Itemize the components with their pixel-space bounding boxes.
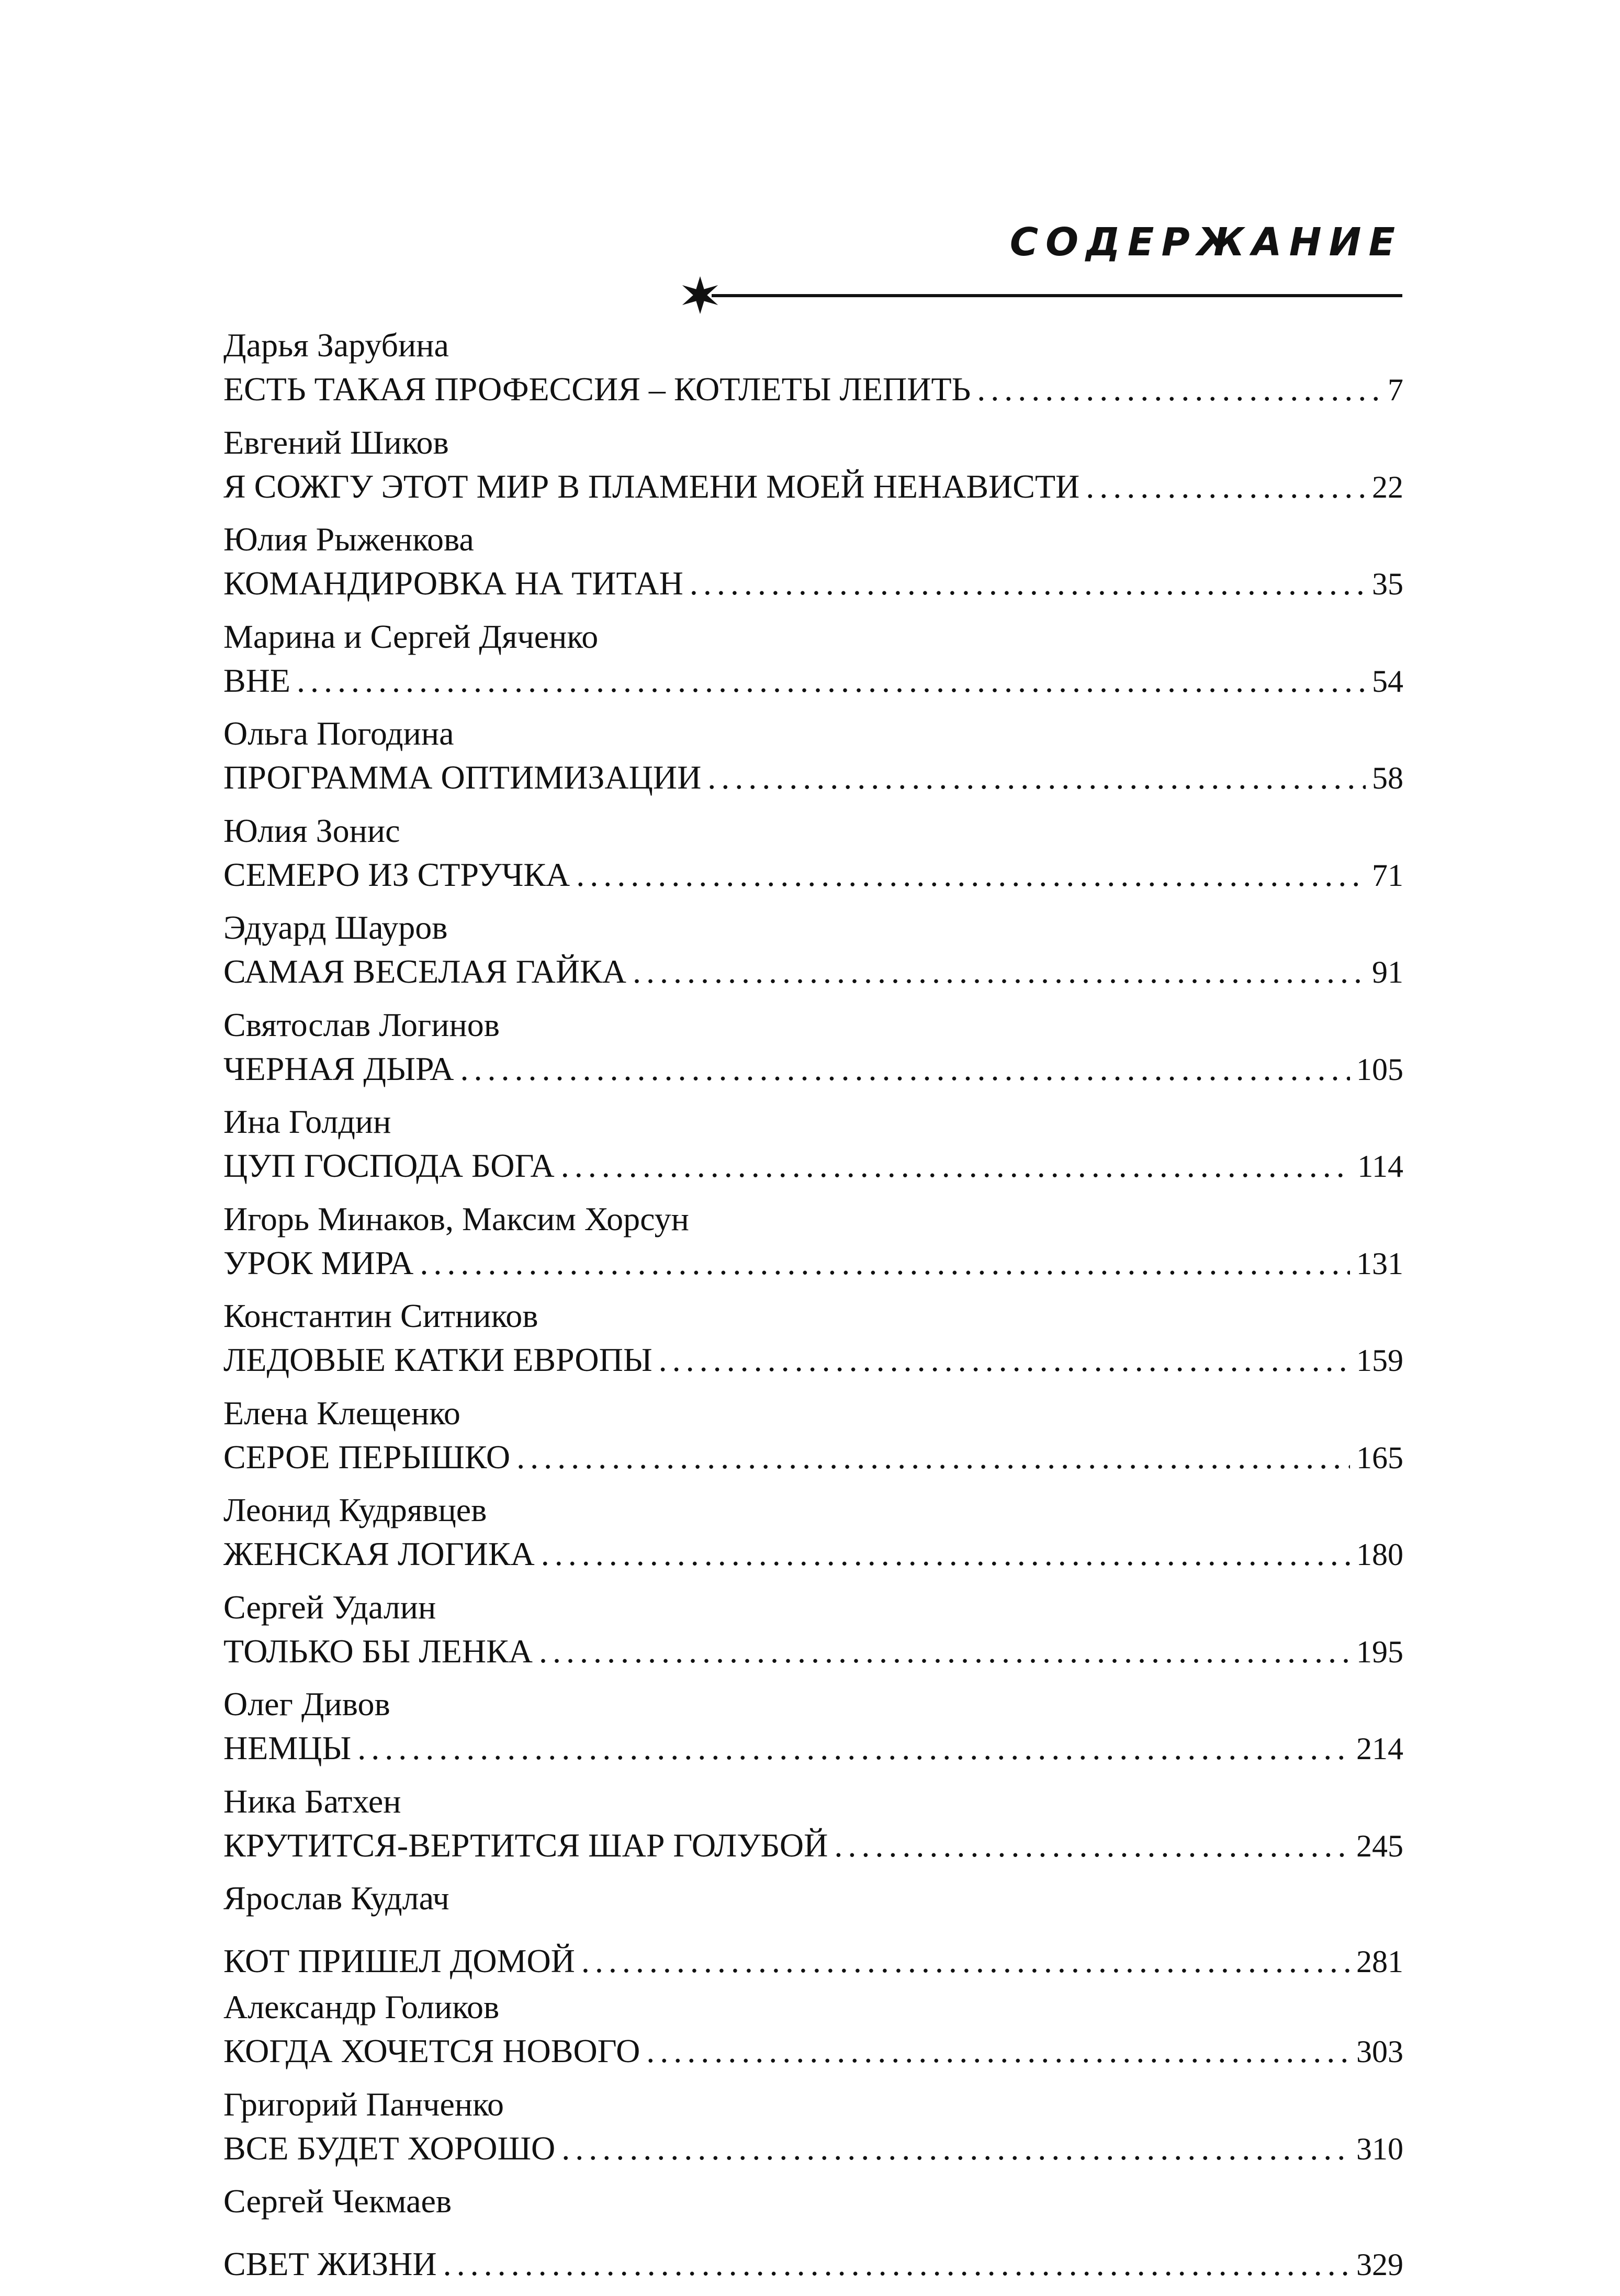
dot-leader — [977, 367, 1381, 411]
entry-page: 54 — [1372, 663, 1403, 699]
toc-entry[interactable] — [223, 1004, 1403, 1101]
entry-title: СЕРОЕ ПЕРЫШКО — [223, 1438, 511, 1476]
entry-author: Константин Ситников — [223, 1297, 538, 1334]
toc-entry[interactable] — [223, 810, 1403, 907]
entry-author: Святослав Логинов — [223, 1006, 500, 1043]
entry-page: 214 — [1356, 1731, 1403, 1766]
entry-author: Юлия Зонис — [223, 812, 400, 849]
entry-author: Юлия Рыженкова — [223, 521, 474, 558]
header-rule — [712, 294, 1402, 297]
toc-entry[interactable] — [223, 907, 1403, 1004]
entry-author: Евгений Шиков — [223, 423, 449, 461]
toc-entry[interactable] — [223, 616, 1403, 713]
entry-author: Олег Дивов — [223, 1685, 390, 1723]
entry-author: Григорий Панченко — [223, 2085, 504, 2123]
entry-title: КОТ ПРИШЕЛ ДОМОЙ — [223, 1942, 575, 1979]
entry-author: Дарья Зарубина — [223, 327, 449, 364]
entry-author: Сергей Удалин — [223, 1588, 436, 1626]
toc-entry[interactable] — [223, 1986, 1403, 2084]
dot-leader — [516, 1435, 1350, 1479]
entry-title: СЕМЕРО ИЗ СТРУЧКА — [223, 856, 570, 893]
toc-entry[interactable] — [223, 1198, 1403, 1296]
dot-leader — [561, 2126, 1350, 2170]
entry-author: Сергей Чекмаев — [223, 2182, 452, 2220]
toc-entry[interactable] — [223, 1877, 1403, 1986]
toc-entry[interactable] — [223, 1392, 1403, 1490]
toc-entry[interactable] — [223, 1683, 1403, 1781]
entry-page: 310 — [1356, 2131, 1403, 2166]
entry-page: 165 — [1356, 1440, 1403, 1475]
entry-title: ЕСТЬ ТАКАЯ ПРОФЕССИЯ – КОТЛЕТЫ ЛЕПИТЬ — [223, 370, 971, 408]
entry-page: 131 — [1356, 1246, 1403, 1281]
entry-page: 303 — [1356, 2034, 1403, 2069]
dot-leader — [707, 756, 1366, 800]
dot-leader — [646, 2029, 1350, 2073]
entry-page: 58 — [1372, 761, 1403, 795]
dot-leader — [576, 853, 1366, 897]
entry-title: КОГДА ХОЧЕТСЯ НОВОГО — [223, 2032, 640, 2069]
dot-leader — [659, 1338, 1350, 1382]
entry-page: 7 — [1388, 373, 1403, 407]
dot-leader — [834, 1824, 1350, 1867]
toc-entry[interactable] — [223, 1781, 1403, 1878]
dot-leader — [460, 1047, 1351, 1091]
dot-leader — [633, 950, 1366, 994]
toc-entry[interactable] — [223, 2084, 1403, 2181]
dot-leader — [581, 1939, 1350, 1983]
entry-title: ВНЕ — [223, 661, 290, 699]
entry-title: ЛЕДОВЫЕ КАТКИ ЕВРОПЫ — [223, 1341, 652, 1378]
toc-entry[interactable] — [223, 1489, 1403, 1586]
star-ornament-icon — [680, 275, 720, 315]
toc-entry[interactable] — [223, 519, 1403, 616]
entry-author: Ярослав Кудлач — [223, 1879, 449, 1917]
table-of-contents — [223, 324, 1403, 2289]
page-title: СОДЕРЖАНИЕ — [1009, 220, 1402, 265]
toc-entry[interactable] — [223, 422, 1403, 519]
entry-page: 180 — [1356, 1537, 1403, 1572]
entry-title: Я СОЖГУ ЭТОТ МИР В ПЛАМЕНИ МОЕЙ НЕНАВИСТИ — [223, 467, 1080, 505]
toc-header — [670, 220, 1402, 309]
dot-leader — [357, 1726, 1350, 1770]
entry-title: ЖЕНСКАЯ ЛОГИКА — [223, 1535, 535, 1572]
entry-author: Александр Голиков — [223, 1988, 500, 2025]
toc-entry[interactable] — [223, 1101, 1403, 1198]
dot-leader — [1086, 465, 1366, 509]
entry-page: 159 — [1356, 1343, 1403, 1378]
toc-entry[interactable] — [223, 1295, 1403, 1392]
entry-title: ПРОГРАММА ОПТИМИЗАЦИИ — [223, 759, 702, 796]
entry-author: Ина Голдин — [223, 1103, 391, 1140]
entry-author: Ника Батхен — [223, 1782, 401, 1820]
entry-author: Елена Клещенко — [223, 1394, 460, 1432]
toc-entry[interactable] — [223, 324, 1403, 422]
dot-leader — [297, 659, 1366, 703]
entry-page: 22 — [1372, 469, 1403, 504]
entry-page: 71 — [1372, 858, 1403, 893]
entry-title: УРОК МИРА — [223, 1244, 414, 1281]
dot-leader — [690, 561, 1366, 605]
toc-entry[interactable] — [223, 2180, 1403, 2289]
entry-title: САМАЯ ВЕСЕЛАЯ ГАЙКА — [223, 953, 626, 990]
dot-leader — [541, 1532, 1350, 1576]
dot-leader — [561, 1144, 1351, 1188]
entry-author: Ольга Погодина — [223, 715, 454, 752]
dot-leader — [443, 2242, 1350, 2286]
dot-leader — [539, 1629, 1350, 1673]
entry-page: 195 — [1356, 1634, 1403, 1669]
entry-title: СВЕТ ЖИЗНИ — [223, 2245, 437, 2282]
entry-author: Игорь Минаков, Максим Хорсун — [223, 1200, 689, 1237]
entry-page: 281 — [1356, 1944, 1403, 1979]
entry-title: ЧЕРНАЯ ДЫРА — [223, 1050, 454, 1087]
entry-page: 105 — [1356, 1052, 1403, 1087]
entry-title: КОМАНДИРОВКА НА ТИТАН — [223, 565, 683, 602]
toc-entry[interactable] — [223, 713, 1403, 810]
entry-page: 91 — [1372, 955, 1403, 989]
entry-author: Марина и Сергей Дяченко — [223, 617, 599, 655]
entry-author: Леонид Кудрявцев — [223, 1491, 487, 1528]
toc-entry[interactable] — [223, 1586, 1403, 1684]
entry-author: Эдуард Шауров — [223, 909, 448, 946]
entry-title: ЦУП ГОСПОДА БОГА — [223, 1147, 555, 1184]
entry-title: ВСЕ БУДЕТ ХОРОШО — [223, 2129, 556, 2167]
entry-title: НЕМЦЫ — [223, 1729, 352, 1766]
entry-page: 245 — [1356, 1828, 1403, 1863]
dot-leader — [420, 1241, 1350, 1285]
entry-page: 329 — [1356, 2247, 1403, 2282]
entry-title: ТОЛЬКО БЫ ЛЕНКА — [223, 1632, 533, 1670]
entry-title: КРУТИТСЯ-ВЕРТИТСЯ ШАР ГОЛУБОЙ — [223, 1826, 828, 1864]
entry-page: 114 — [1357, 1149, 1403, 1184]
entry-page: 35 — [1372, 567, 1403, 601]
